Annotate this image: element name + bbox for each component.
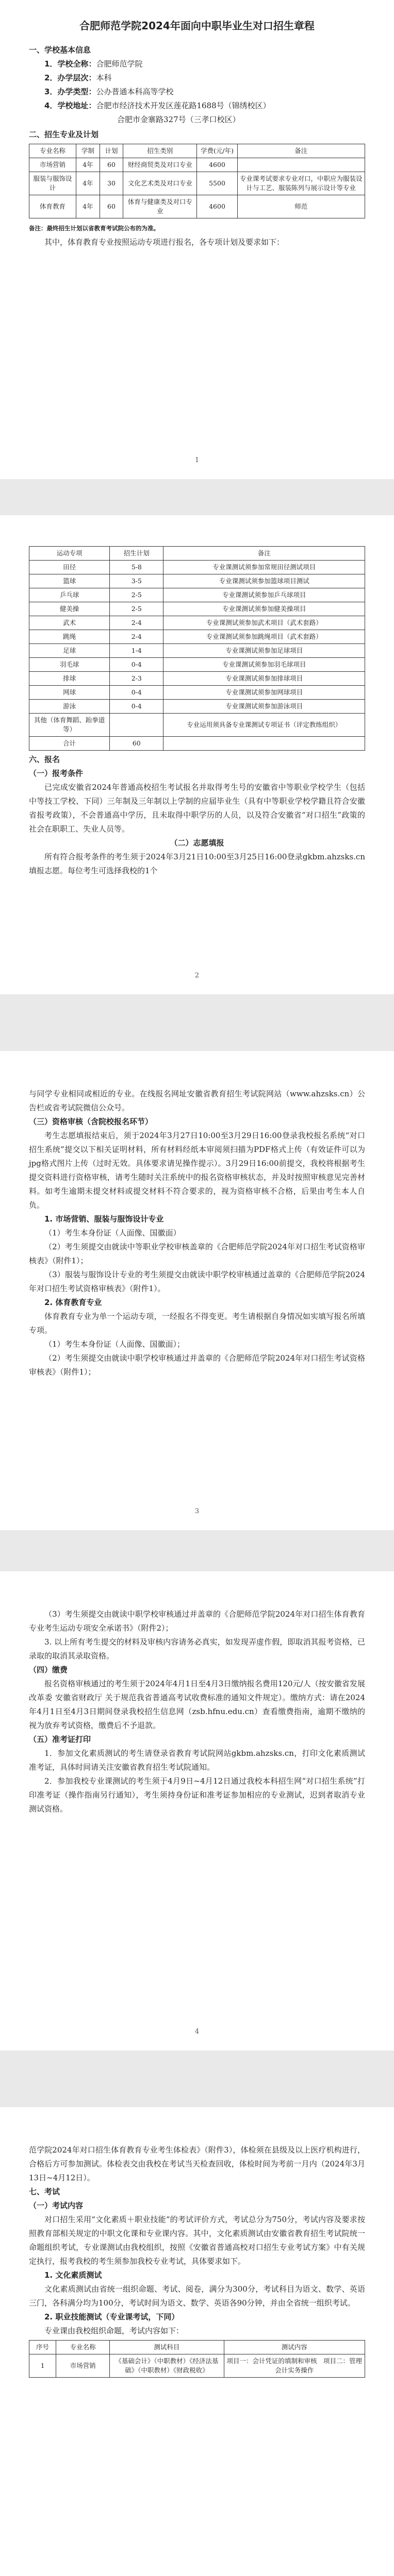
sports-cell: 2-5 [110, 602, 163, 616]
sports-cell: 专业课测试须参加乒乓球项目 [163, 588, 365, 602]
health-cont: 范学院2024年对口招生体育教育专业考生体检表》（附件3），体检须在县级及以上医疗机构进行，合格后方可参加测试。体检表交由我校在考试当天检查回收，体检时间为考前一月内（2024年3月13日~4月12日）。 [29, 2145, 365, 2182]
plan-note: 备注：最终招生计划以省教育考试院公布的为准。 [29, 225, 159, 232]
sports-row [29, 561, 365, 574]
sports-header: 运动专项 [29, 547, 110, 561]
sports-cell [110, 714, 163, 737]
basic-info-key: 1．学校全称： [44, 59, 96, 69]
basic-info-key: 3．办学类型： [44, 87, 96, 96]
sports-cell: 乒乓球 [29, 588, 110, 602]
plan-note-2: 其中，体育教育专业按照运动专项进行报名，各专项计划及要求如下： [44, 238, 285, 247]
audit-item: （2）考生须提交由就读中等职业学校审核盖章的《合肥师范学院2024年对口招生考试资格审核表》（附件1）； [29, 1242, 365, 1265]
sports-cell: 5-8 [110, 561, 163, 574]
plan-cell: 专业课考试要求专业对口，中职应为服装设计与工艺、服装陈列与展示设计等专业 [237, 172, 365, 195]
sports-row [29, 686, 365, 700]
sports-cell: 田径 [29, 561, 110, 574]
exam-header: 专业名称 [56, 2341, 110, 2354]
plan-header: 招生类别 [123, 144, 197, 158]
basic-info-key: 4．学校地址： [44, 101, 96, 110]
page-1 [0, 0, 394, 479]
plan-header: 专业名称 [29, 144, 76, 158]
sports-cell: 专业课测试须参加常规田径测试项目 [163, 561, 365, 574]
sports-table [29, 546, 365, 751]
address-line: 合肥市金寨路327号（三孝口校区） [117, 115, 240, 124]
sports-row [29, 714, 365, 737]
conditions-text: 已完成安徽省2024年普通高校招生考试报名并取得考生号的安徽省中等职业学校学生（包括中等技工学校、下同）三年制及三年制以上学制的应届毕业生（具有中等职业学校学籍且符合安徽省报考政策），不会普通高中学历，且未取得中职学历的人员，以及符合安徽省“对口招生”政策的社会在职职工、失业人员等。 [29, 783, 365, 834]
exam-cell: 市场营销 [56, 2354, 110, 2378]
sports-cell: 专业课测试须参加排球项目 [163, 672, 365, 686]
sports-cell: 2-5 [110, 588, 163, 602]
sub-exam-content: （一）考试内容 [29, 2201, 84, 2210]
culture-text: 文化素质测试由省统一组织命题、考试、阅卷，满分为300分，考试科目为语文、数学、英语三门，各科满分均为100分，考试时间为语文、数学、英语各90分钟，并由全省统一组织考试。 [29, 2284, 365, 2308]
audit-item: （3）服装与服饰设计专业的考生须提交由就读中职学校审核通过盖章的《合肥师范学院2024年对口招生考试资格审核表》（附件1）。 [29, 1270, 365, 1293]
sports-row [29, 616, 365, 630]
basic-info-item [29, 99, 365, 113]
page-3 [0, 1051, 394, 1530]
plan-cell: 60 [100, 195, 123, 218]
plan-cell: 服装与服饰设计 [29, 172, 76, 195]
basic-info-item [29, 85, 365, 99]
sports-cell: 跳绳 [29, 630, 110, 644]
audit-item: （2）考生须提交由就读中职学校审核通过并盖章的《合肥师范学院2024年对口招生考试资格审核表》（附件1）； [29, 1353, 365, 1377]
page-2 [0, 515, 394, 994]
sports-cell: 0-4 [110, 686, 163, 700]
page-number: 1 [194, 456, 200, 464]
sports-cell: 专业课测试须参加健美操项目 [163, 602, 365, 616]
sports-row [29, 644, 365, 658]
plan-row [29, 195, 365, 218]
page-4 [0, 1571, 394, 2050]
volunteer-text: 所有符合报考条件的考生须于2024年3月21日10:00至3月25日16:00登录gkbm.ahzsks.cn填报志愿。每位考生可选择我校的1个 [29, 852, 365, 875]
sports-cell: 合计 [29, 737, 110, 751]
sub-culture: 1. 文化素质测试 [44, 2270, 102, 2280]
sports-cell: 专业课测试须参加跳绳项目（武术套路） [163, 630, 365, 644]
sub-conditions: （一）报考条件 [29, 769, 84, 778]
basic-info-value: 合肥师范学院 [96, 59, 143, 69]
plan-cell: 4年 [76, 172, 100, 195]
audit-item: （1）考生本身份证（人面像、国徽面）； [44, 1340, 185, 1349]
plan-cell [237, 158, 365, 172]
sports-cell: 2-4 [110, 616, 163, 630]
sports-cell: 网球 [29, 686, 110, 700]
plan-cell: 体育教育 [29, 195, 76, 218]
exam-text: 对口招生采用“文化素质＋职业技能”的考试评价方式，考试总分为750分，考试内容及要求按照教育部相关规定的中职文化课和专业课内容。其中，文化素质测试由安徽省教育招生考试院统一命题组织考试，专业课测试由我校组织，按照《安徽省普通高校对口招生专业考试方案》中有关规定执行，报考我校的考生须参加我校专业考试，具体要求如下。 [29, 2215, 365, 2266]
sports-row [29, 602, 365, 616]
sports-row [29, 672, 365, 686]
plan-cell: 市场营销 [29, 158, 76, 172]
sports-cell: 游泳 [29, 700, 110, 714]
document-title: 合肥师范学院2024年面向中职毕业生对口招生章程 [79, 20, 315, 32]
volunteer-cont: 与同学专业相同或相近的专业。在线报名网址安徽省教育招生考试院网站（www.ahzsks.cn）公告栏或省考试院微信公众号。 [29, 1089, 365, 1112]
plan-cell: 4600 [197, 195, 237, 218]
exam-cell: 1 [29, 2354, 56, 2378]
sports-row [29, 588, 365, 602]
sports-cell: 2-3 [110, 672, 163, 686]
sports-cell: 2-4 [110, 630, 163, 644]
basic-info-item [29, 57, 365, 71]
plan-table [29, 144, 365, 218]
audit-item: （3）考生须提交由就读中职学校审核通过并盖章的《合肥师范学院2024年对口招生体育教育专业考生运动专项安全承诺书》（附件2）； [29, 1609, 365, 1633]
plan-cell: 5500 [197, 172, 237, 195]
page-number: 2 [194, 972, 200, 979]
audit-text: 考生志愿填报结束后，须于2024年3月27日10:00至3月29日16:00登录我校报名系统“对口招生系统”提交以下相关证明材料，所有材料经纸本审阅须扫描为PDF格式上传（有效证件可以为jpg格式图片上传（过时无效。具体要求请见操作提示）。3月29日16:00前提交，我校将根据考生提交资料进行资格审核，请考生随时关注系统中的报名资格审核状态，并及时按照审核意见完善材料。如考生逾期未提交材料或提交材料不符合要求的，视为资格审核不合格，后果由考生本人自负。 [29, 1131, 365, 1210]
plan-header: 计划 [100, 144, 123, 158]
sports-cell [163, 737, 365, 751]
plan-header: 学费(元/年) [197, 144, 237, 158]
basic-info-value: 合肥市经济技术开发区莲花路1688号（锦绣校区） [96, 101, 271, 110]
plan-cell: 财经商贸类及对口专业 [123, 158, 197, 172]
plan-cell: 4600 [197, 158, 237, 172]
sports-row [29, 737, 365, 751]
plan-header: 学制 [76, 144, 100, 158]
admit-item: 2．参加我校专业课测试的考生须于4月9日~4月12日通过我校本科招生网“对口招生系统”打印准考证（操作指南另行通知），考生须持身份证和准考证参加相应的专业测试，迟到者取消专业测试资格。 [29, 1776, 365, 1814]
exam-row [29, 2354, 365, 2378]
sports-row [29, 658, 365, 672]
sub-admit: （五）准考证打印 [29, 1735, 91, 1744]
sub-audit: （三）资格审核（含院校报名环节） [29, 1117, 153, 1126]
sports-cell: 专业课测试须参加网球项目 [163, 686, 365, 700]
basic-info-value: 本科 [96, 73, 112, 82]
sports-cell: 专业课测试须参加武术项目（武术套路） [163, 616, 365, 630]
sports-row [29, 574, 365, 588]
skill-intro: 专业课由我校组织命题，考试内容如下： [44, 2326, 184, 2335]
plan-cell: 4年 [76, 195, 100, 218]
sports-header: 备注 [163, 547, 365, 561]
sports-cell: 60 [110, 737, 163, 751]
sports-cell: 专业课测试须参加羽毛球项目 [163, 658, 365, 672]
sports-cell: 专业课测试须参加篮球项目测试 [163, 574, 365, 588]
plan-row [29, 172, 365, 195]
fee-text: 报名资格审核通过的考生须于2024年4月1日至4月3日缴纳报名费用120元/人（按安徽省发展改革委 安徽省财政厅 关于规范我省普通高考试收费标准的通知文件规定）。缴纳方式：请在2024年4月1日至4月3日期间登录我校招生信息网（zsb.hfnu.edu.cn）查看缴费指南，逾期不缴纳的视为放弃考试资格，缴费后不予退款。 [29, 1679, 365, 1730]
plan-cell: 体育与健康类及对口专业 [123, 195, 197, 218]
sports-cell: 0-4 [110, 658, 163, 672]
sports-cell: 健美操 [29, 602, 110, 616]
audit-item: （1）考生本身份证（人面像、国徽面） [44, 1228, 181, 1238]
plan-cell: 师范 [237, 195, 365, 218]
section-basic-info: 一、学校基本信息 [29, 45, 91, 55]
sub-audit-2: 2. 体育教育专业 [44, 1298, 102, 1307]
plan-cell: 文化艺术类及对口专业 [123, 172, 197, 195]
page-5 [0, 2107, 394, 2576]
basic-info-value: 公办普通本科高等学校 [96, 87, 174, 96]
sports-cell: 足球 [29, 644, 110, 658]
exam-table [29, 2340, 365, 2378]
page-number: 4 [194, 2028, 200, 2036]
exam-header: 测试科目 [110, 2341, 224, 2354]
sports-cell: 其他（体育舞蹈、跆拳道等） [29, 714, 110, 737]
sports-cell: 3-5 [110, 574, 163, 588]
page-number: 3 [194, 1507, 200, 1515]
exam-cell: 项目一：会计凭证的填制和审核 项目二：管理会计实务操作 [224, 2354, 365, 2378]
sports-cell: 篮球 [29, 574, 110, 588]
section-register: 六、报名 [29, 755, 60, 764]
sports-cell: 武术 [29, 616, 110, 630]
exam-header: 测试内容 [224, 2341, 365, 2354]
sports-row [29, 700, 365, 714]
sports-cell: 专业课测试须参加游泳项目 [163, 700, 365, 714]
sub-fee: （四）缴费 [29, 1665, 68, 1674]
plan-row [29, 158, 365, 172]
sports-cell: 排球 [29, 672, 110, 686]
basic-info-key: 2．办学层次： [44, 73, 96, 82]
sports-cell: 羽毛球 [29, 658, 110, 672]
audit-item: 体育教育专业为单一个运动专项，一经报名不得变更。考生请根据自身情况如实填写报名所填专项。 [29, 1312, 365, 1335]
exam-header: 序号 [29, 2341, 56, 2354]
plan-cell: 30 [100, 172, 123, 195]
section-exam: 七、考试 [29, 2187, 60, 2196]
sports-cell: 专业课测试须参加足球项目 [163, 644, 365, 658]
basic-info-item [29, 71, 365, 85]
sub-volunteer: （二）志愿填报 [170, 838, 224, 848]
sports-cell: 0-4 [110, 700, 163, 714]
sub-audit-1: 1. 市场营销、服装与服饰设计专业 [44, 1214, 164, 1224]
plan-header: 备注 [237, 144, 365, 158]
section-plan: 二、招生专业及计划 [29, 130, 99, 139]
plan-cell: 60 [100, 158, 123, 172]
admit-item: 1．参加文化素质测试的考生请登录省教育考试院网站gkbm.ahzsks.cn，打印文化素质测试准考证，具体时间请关注安徽省教育招生考试院通知。 [29, 1749, 365, 1772]
sports-header: 招生计划 [110, 547, 163, 561]
sports-cell: 专业运用须具备专业课测试专项证书（评定教练组织） [163, 714, 365, 737]
audit-item: 3. 以上所有考生提交的材料及审核内容请务必真实，如发现弄虚作假，即取消其报考资格，已录取的取消其录取资格。 [29, 1637, 365, 1660]
exam-cell: 《基础会计》（中职教材）《经济法基础》（中职教材）《财政税收》 [110, 2354, 224, 2378]
sports-cell: 1-4 [110, 644, 163, 658]
sports-row [29, 630, 365, 644]
sub-skill: 2. 职业技能测试（专业课考试，下同） [44, 2312, 179, 2321]
plan-cell: 4年 [76, 158, 100, 172]
